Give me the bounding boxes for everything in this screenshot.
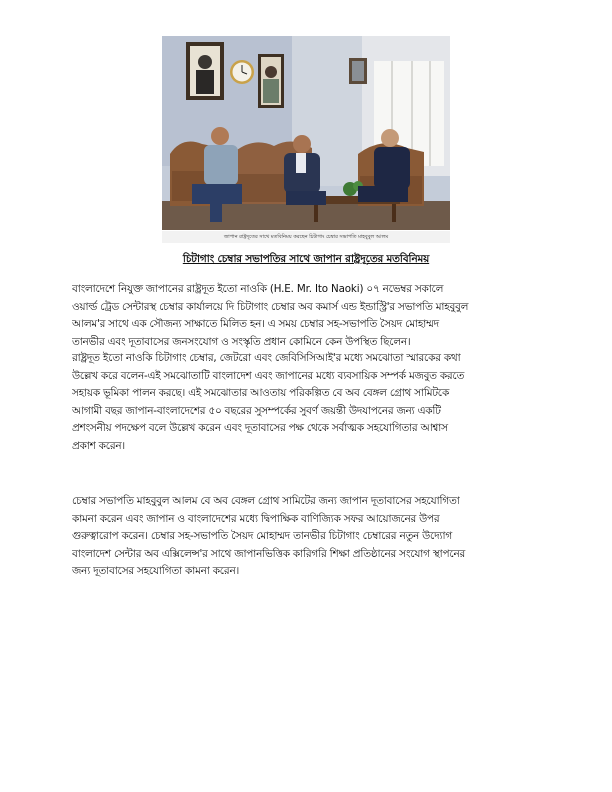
- paragraph-2: [72, 350, 548, 455]
- text-line: জন্য দূতাবাসের সহযোগিতা কামনা করেন।: [72, 565, 239, 577]
- text-line: রাষ্ট্রদূত ইতো নাওকি চিটাগাং চেম্বার, জেটরো এবং জেবিসিসিআই'র মধ্যে সমঝোতা স্মারকের কথা: [72, 352, 461, 364]
- photo-caption: জাপান রাষ্ট্রদূতের সাথে মতবিনিময় করছেন চিটাগাং চেম্বার সভাপতি মাহবুবুল আলম: [162, 231, 450, 243]
- text-line: বাংলাদেশ সেন্টার অব এক্সিলেন্স'র সাথে জাপানভিত্তিক কারিগরি শিক্ষা প্রতিষ্ঠানের সংযোগ স্থাপনের: [72, 547, 466, 560]
- paragraph-1: [72, 281, 548, 351]
- text-line: সহায়ক ভূমিকা পালন করছে। এই সমঝোতার আওতায় পরিকল্পিত বে অব বেঙ্গল গ্রোথ সামিটকে: [72, 387, 450, 399]
- text-line: চেম্বার সভাপতি মাহবুবুল আলম বে অব বেঙ্গল গ্রোথ সামিটের জন্য জাপান দূতাবাসের সহযোগিতা: [72, 495, 460, 507]
- text-line: বাংলাদেশে নিযুক্ত জাপানের রাষ্ট্রদূত ইতো নাওকি (H.E. Mr. Ito Naoki) ০৭ নভেম্বর সকালে: [72, 283, 444, 295]
- text-line: ওয়ার্ল্ড ট্রেড সেন্টারস্থ চেম্বার কার্যালয়ে দি চিটাগাং চেম্বার অব কমার্স এন্ড ইন্ডাস্ট্রি'র সভাপতি মাহবুবুল: [72, 300, 469, 313]
- text-line: তানভীর এবং দূতাবাসের জনসংযোগ ও সংস্কৃতি প্রধান কোমিনে কেন উপস্থিত ছিলেন।: [72, 335, 411, 348]
- meeting-photo: [162, 36, 450, 230]
- text-line: প্রশংসনীয় পদক্ষেপ বলে উল্লেখ করেন এবং দূতাবাসের পক্ষ থেকে সর্বাত্মক সহযোগিতার আশ্বাস: [72, 422, 448, 434]
- text-line: গুরুত্বারোপ করেন। চেম্বার সহ-সভাপতি সৈয়দ মোহাম্মদ তানভীর চিটাগাং চেম্বারের নতুন উদ্যোগ: [72, 530, 452, 542]
- text-line: উল্লেখ করে বলেন-এই সমঝোতাটি বাংলাদেশ এবং জাপানের মধ্যে ব্যবসায়িক সম্পর্ক মজবুত করতে: [72, 369, 465, 382]
- text-line: প্রকাশ করেন।: [72, 439, 125, 452]
- meeting-photo-illustration: [162, 36, 450, 230]
- headline: চিটাগাং চেম্বার সভাপতির সাথে জাপান রাষ্ট্রদূতের মতবিনিময়: [182, 253, 430, 265]
- paragraph-3: [72, 493, 548, 581]
- text-line: আলম'র সাথে এক সৌজন্য সাক্ষাতে মিলিত হন। এ সময় চেম্বার সহ-সভাপতি সৈয়দ মোহাম্মদ: [72, 318, 439, 330]
- text-line: কামনা করেন এবং জাপান ও বাংলাদেশের মধ্যে দ্বিপাক্ষিক বাণিজ্যিক সফর আয়োজনের উপর: [72, 512, 440, 525]
- text-line: আগামী বছর জাপান-বাংলাদেশের ৫০ বছরের সুসম্পর্কের সুবর্ণ জয়ন্তী উদযাপনের জন্য একটি: [72, 404, 441, 417]
